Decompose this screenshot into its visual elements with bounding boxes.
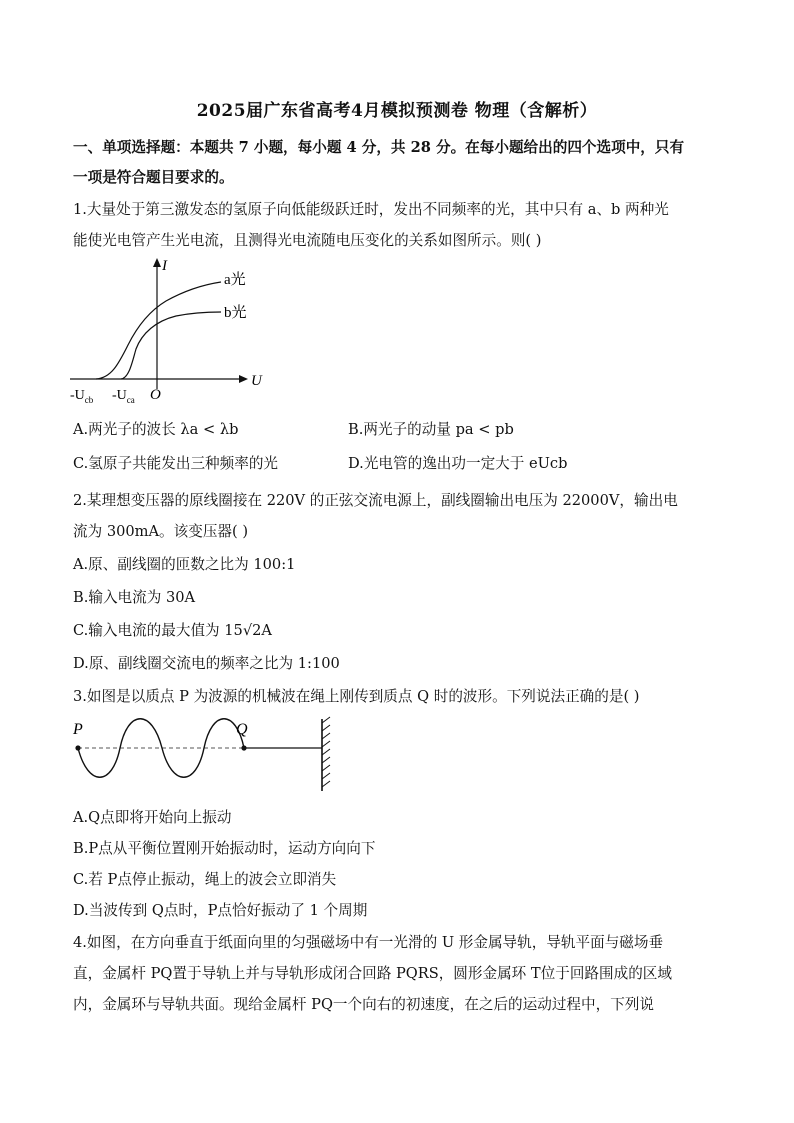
tick-uca: $-U_{ca}$	[112, 388, 135, 405]
q2-option-b: B.输入电流为 30A	[73, 589, 196, 606]
u-axis-arrow	[239, 375, 248, 383]
section-heading: 一、单项选择题：本题共 7 小题，每小题 4 分，共 28 分。在每小题给出的四个选项中，只有	[73, 139, 685, 156]
curve-a	[96, 282, 221, 379]
q2-option-a: A.原、副线圈的匝数之比为 100:1	[73, 556, 296, 573]
q1-photocurrent-graph	[66, 255, 276, 405]
q4-stem-cont1: 直，金属杆 PQ置于导轨上并与导轨形成闭合回路 PQRS，圆形金属环 T位于回路围成的区域	[73, 965, 672, 982]
wall-hatching	[322, 717, 330, 787]
q2-option-d: D.原、副线圈交流电的频率之比为 1:100	[73, 655, 340, 672]
q3-option-b: B.P点从平衡位置刚开始振动时，运动方向向下	[73, 840, 376, 857]
q2-option-c: C.输入电流的最大值为 15√2A	[73, 622, 272, 639]
label-q: Q	[236, 721, 248, 738]
q1-option-d: D.光电管的逸出功一定大于 eUcb	[348, 455, 568, 472]
i-axis-arrow	[153, 258, 161, 267]
curve-b	[121, 312, 221, 379]
q2-stem-cont: 流为 300mA。该变压器( )	[73, 523, 249, 540]
q4-stem-cont2: 内，金属环与导轨共面。现给金属杆 PQ一个向右的初速度，在之后的运动过程中，下列说	[73, 996, 654, 1013]
q3-option-c: C.若 P点停止振动，绳上的波会立即消失	[73, 871, 337, 888]
q1-stem-cont: 能使光电管产生光电流，且测得光电流随电压变化的关系如图所示。则( )	[73, 232, 542, 249]
q1-stem: 1.大量处于第三激发态的氢原子向低能级跃迁时，发出不同频率的光，其中只有 a、b 两种光	[73, 201, 669, 218]
label-a-light: a光	[224, 272, 246, 288]
q1-option-c: C.氢原子共能发出三种频率的光	[73, 455, 279, 472]
q4-stem: 4.如图，在方向垂直于纸面向里的匀强磁场中有一光滑的 U 形金属导轨，导轨平面与磁场垂	[73, 934, 664, 951]
tick-ucb: $-U_{cb}$	[70, 388, 94, 405]
section-heading-cont: 一项是符合题目要求的。	[73, 169, 234, 186]
q3-stem: 3.如图是以质点 P 为波源的机械波在绳上刚传到质点 Q 时的波形。下列说法正确的是( )	[73, 688, 640, 705]
q1-option-a: A.两光子的波长 λa < λb	[73, 421, 239, 438]
q2-stem: 2.某理想变压器的原线圈接在 220V 的正弦交流电源上，副线圈输出电压为 22000V，输出电	[73, 492, 678, 509]
q3-wave-diagram	[68, 715, 338, 797]
page-title: 2025届广东省高考4月模拟预测卷 物理（含解析）	[196, 101, 598, 121]
axis-u-label: U	[251, 373, 262, 389]
q3-option-d: D.当波传到 Q点时，P点恰好振动了 1 个周期	[73, 902, 368, 919]
axis-i-label: I	[162, 258, 167, 274]
origin-label: O	[150, 387, 161, 403]
q1-option-b: B.两光子的动量 pa < pb	[348, 421, 514, 438]
label-b-light: b光	[224, 305, 247, 321]
q3-option-a: A.Q点即将开始向上振动	[73, 809, 232, 826]
point-p	[75, 745, 80, 750]
label-p: P	[73, 721, 83, 738]
point-q	[241, 745, 246, 750]
